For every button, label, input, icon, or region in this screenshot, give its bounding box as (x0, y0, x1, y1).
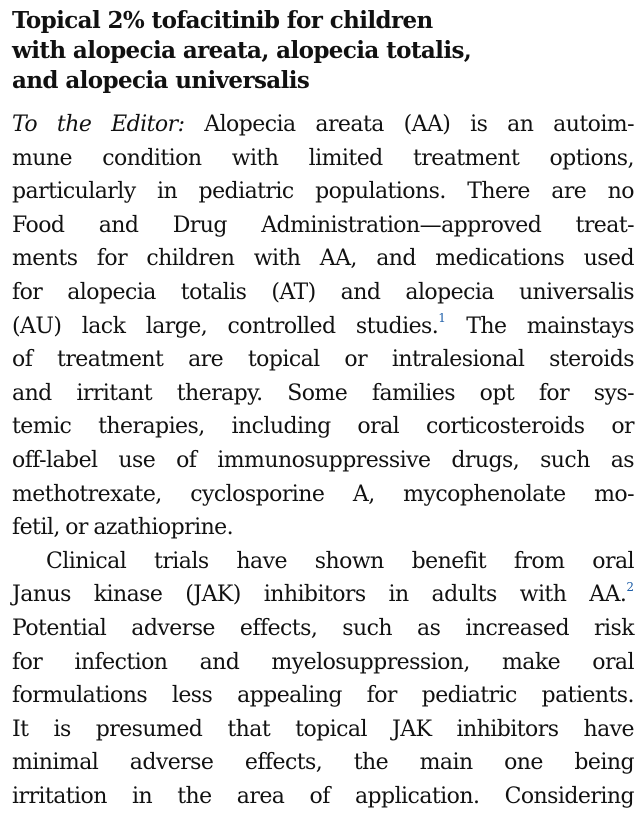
body-line: ments for children with AA, and medications used (12, 246, 634, 272)
body-line: Clinical trials have shown benefit from oral (46, 548, 634, 574)
body-line: minimal adverse effects, the main one being (12, 750, 634, 776)
title-line: with alopecia areata, alopecia totalis, (12, 37, 472, 64)
body-line: Food and Drug Administration—approved treat- (12, 212, 634, 238)
body-line (12, 310, 634, 344)
body-line: for infection and myelosuppression, make oral (12, 649, 634, 675)
body-line: formulations less appealing for pediatric patients. (12, 683, 634, 709)
body-line: It is presumed that topical JAK inhibitors have (12, 716, 634, 742)
body-line: off-label use of immunosuppressive drugs, such as (12, 447, 634, 473)
body-line: fetil, or azathioprine. (12, 515, 234, 541)
body-text: Alopecia areata (AA) is an autoim- (184, 112, 634, 137)
body-text: Janus kinase (JAK) inhibitors in adults with AA. (12, 582, 627, 608)
body-line: particularly in pediatric populations. There are no (12, 179, 634, 205)
body-text: (AU) lack large, controlled studies. (12, 313, 439, 339)
title-line: and alopecia universalis (12, 67, 310, 94)
body-line: mune condition with limited treatment options, (12, 145, 634, 171)
body-line: Potential adverse effects, such as increased risk (12, 615, 634, 641)
salutation: To the Editor: (12, 112, 185, 137)
body-line: temic therapies, including oral corticosteroids or (12, 414, 634, 440)
body-line: for alopecia totalis (AT) and alopecia universalis (12, 279, 634, 305)
reference-link-1[interactable]: 1 (438, 311, 446, 326)
body-text: The mainstays (445, 313, 634, 339)
body-line: and irritant therapy. Some families opt for sys- (12, 380, 634, 406)
body-line: methotrexate, cyclosporine A, mycophenolate mo- (12, 481, 634, 507)
body-line (12, 108, 634, 142)
article-body (12, 108, 634, 813)
article-page (12, 6, 634, 813)
article-title (12, 6, 634, 96)
body-line: of treatment are topical or intralesional steroids (12, 347, 634, 373)
reference-link-2[interactable]: 2 (626, 579, 634, 594)
body-line: irritation in the area of application. Considering (12, 783, 634, 809)
title-line: Topical 2% tofacitinib for children (12, 7, 433, 34)
body-line (12, 578, 634, 612)
